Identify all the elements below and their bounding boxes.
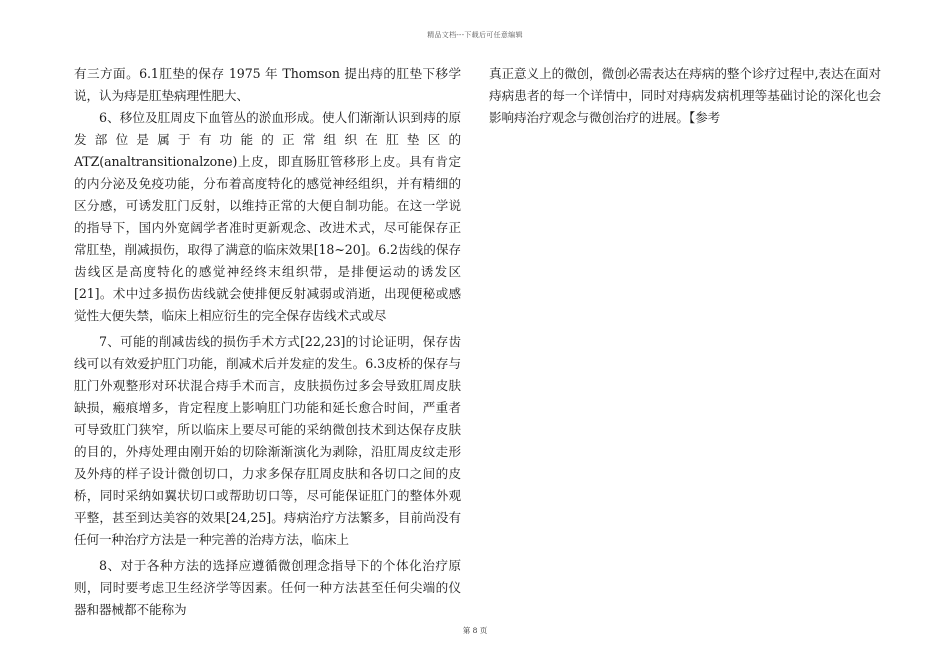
page-number: 第 8 页 bbox=[462, 626, 488, 635]
paragraph-2: 6、移位及肛周皮下血管丛的淤血形成。使人们渐渐认识到痔的原发部位是属于有功能的正常组织在肛垫区的 ATZ(analtransitionalzone)上皮，即直肠肛管移形上皮。具有肯定的内分泌及免疫功能，分布着高度特化的感觉神经组织，并有精细的区分感，可诱发肛门反射，以维持正常的大便自制功能。在这一学说的指导下，国内外宽阔学者准时更新观念、改进术式，尽可能保存正常肛垫，削减损伤，取得了满意的临床效果[18~20]。6.2齿线的保存齿线区是高度特化的感觉神经终末组织带，是排便运动的诱发区[21]。术中过多损伤齿线就会使排便反射减弱或消逝，出现便秘或感觉性大便失禁，临床上相应衍生的完全保存齿线术式或尽 bbox=[74, 110, 461, 323]
right-text-column bbox=[489, 63, 881, 129]
paragraph-4: 8、对于各种方法的选择应遵循微创理念指导下的个体化治疗原则，同时要考虑卫生经济学等因素。任何一种方法甚至任何尖端的仪器和器械都不能称为 bbox=[74, 558, 461, 617]
paragraph-1: 有三方面。6.1肛垫的保存 1975 年 Thomson 提出痔的肛垫下移学说，认为痔是肛垫病理性肥大、 bbox=[74, 66, 461, 103]
paragraph-5: 真正意义上的微创，微创必需表达在痔病的整个诊疗过程中,表达在面对痔病患者的每一个详情中，同时对痔病发病机理等基础讨论的深化也会影响痔治疗观念与微创治疗的进展。【参考 bbox=[489, 66, 881, 125]
left-text-column bbox=[74, 63, 461, 621]
page-header: 精品文档---下载后可任意编辑 bbox=[427, 31, 523, 39]
paragraph-3: 7、可能的削减齿线的损伤手术方式[22,23]的讨论证明，保存齿线可以有效爱护肛门功能，削减术后并发症的发生。6.3皮桥的保存与肛门外观整形对环状混合痔手术而言，皮肤损伤过多会导致肛周皮肤缺损，瘢痕增多，肯定程度上影响肛门功能和延长愈合时间，严重者可导致肛门狭窄，所以临床上要尽可能的采纳微创技术到达保存皮肤的目的，外痔处理由刚开始的切除渐渐演化为剥除，沿肛周皮纹走形及外痔的样子设计微创切口，力求多保存肛周皮肤和各切口之间的皮桥，同时采纳如翼状切口或帮助切口等，尽可能保证肛门的整体外观平整，甚至到达美容的效果[24,25]。痔病治疗方法繁多，目前尚没有任何一种治疗方法是一种完善的治痔方法，临床上 bbox=[74, 334, 461, 547]
